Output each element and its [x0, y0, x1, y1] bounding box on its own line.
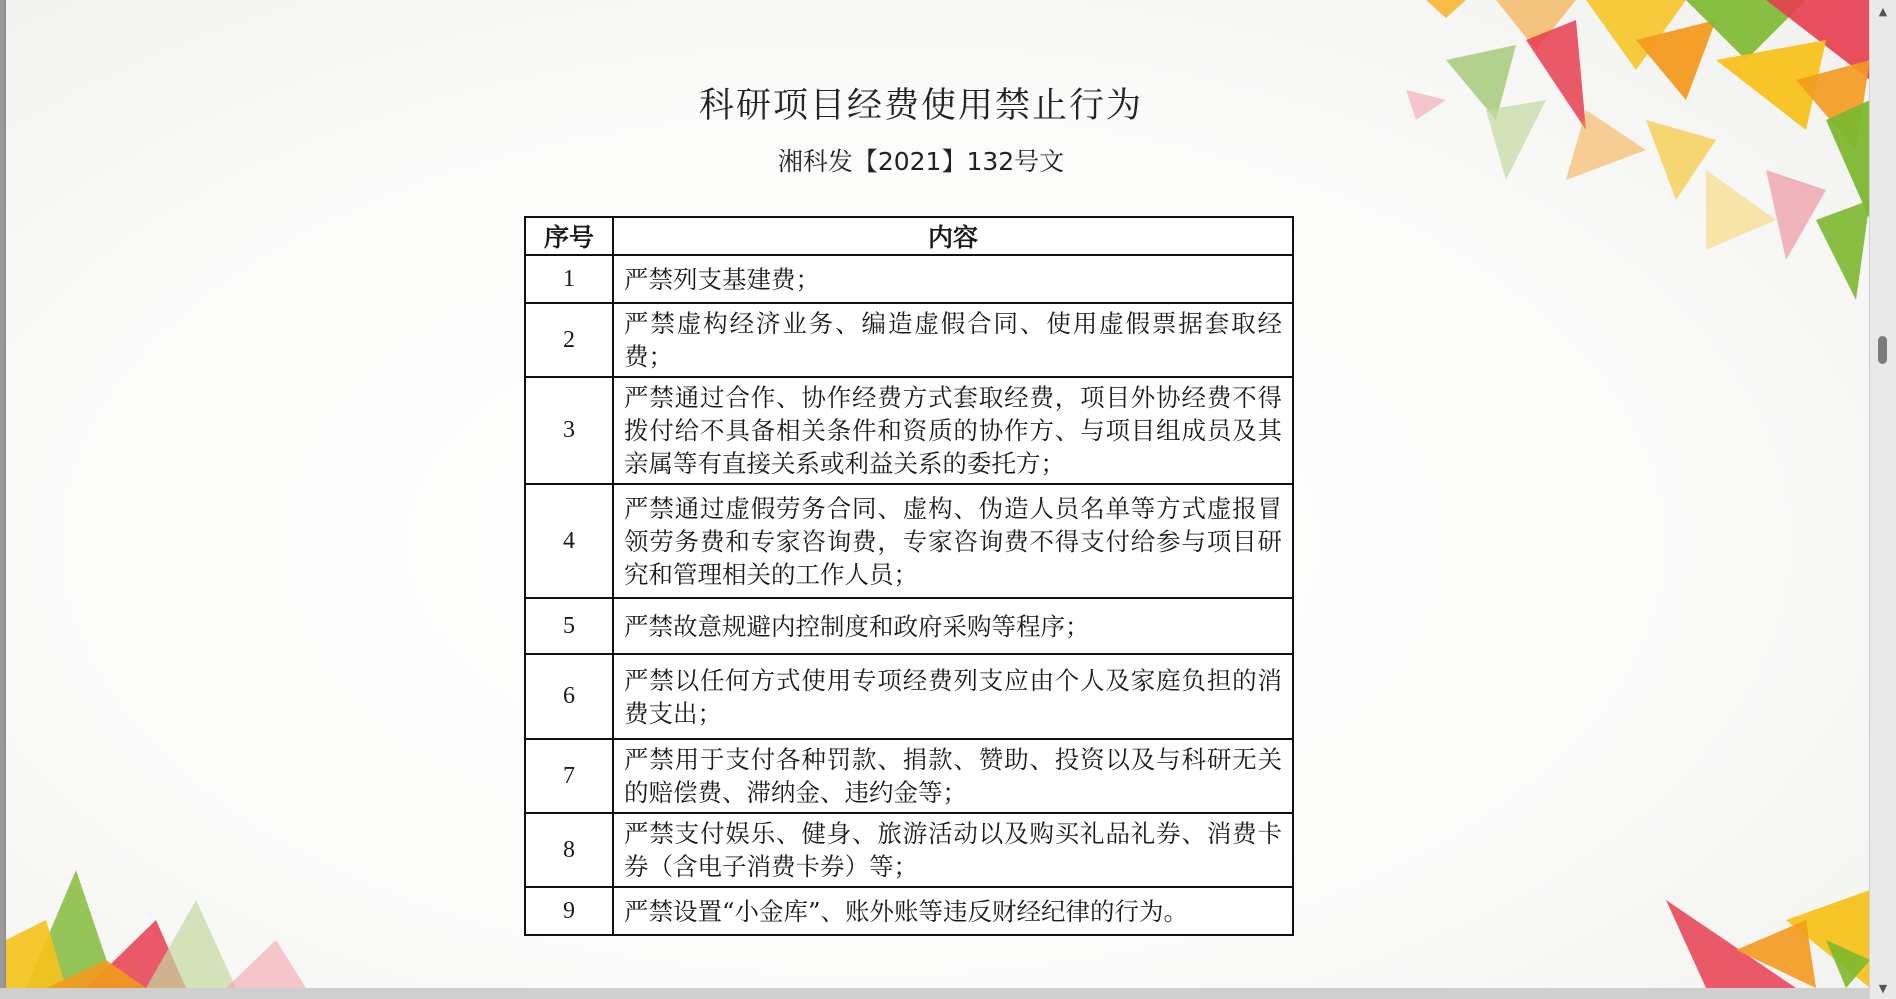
row-content: 严禁列支基建费； — [613, 255, 1293, 303]
column-header-number: 序号 — [525, 217, 613, 255]
row-content: 严禁用于支付各种罚款、捐款、赞助、投资以及与科研无关的赔偿费、滞纳金、违约金等； — [613, 739, 1293, 813]
row-number: 5 — [525, 598, 613, 654]
row-number: 8 — [525, 813, 613, 887]
row-content: 严禁支付娱乐、健身、旅游活动以及购买礼品礼券、消费卡券（含电子消费卡券）等； — [613, 813, 1293, 887]
decorative-triangles-bottom-right — [1646, 880, 1870, 988]
table-row — [525, 654, 1293, 739]
scrollbar-thumb[interactable] — [1878, 336, 1887, 364]
row-content: 严禁虚构经济业务、编造虚假合同、使用虚假票据套取经费； — [613, 303, 1293, 377]
row-number: 9 — [525, 887, 613, 935]
row-number: 6 — [525, 654, 613, 739]
row-number: 7 — [525, 739, 613, 813]
table-row — [525, 255, 1293, 303]
horizontal-scrollbar[interactable] — [0, 988, 1870, 999]
row-number: 4 — [525, 484, 613, 598]
table-row — [525, 887, 1293, 935]
decorative-triangles-top-right — [1386, 0, 1870, 360]
page-title: 科研项目经费使用禁止行为 — [698, 86, 1143, 126]
row-content: 严禁通过虚假劳务合同、虚构、伪造人员名单等方式虚报冒领劳务费和专家咨询费，专家咨询费不得支付给参与项目研究和管理相关的工作人员； — [613, 484, 1293, 598]
vertical-scrollbar[interactable] — [1869, 0, 1896, 999]
row-number: 3 — [525, 377, 613, 484]
slide-page — [6, 0, 1870, 988]
table-row — [525, 377, 1293, 484]
prohibitions-table — [524, 216, 1294, 936]
table-row — [525, 484, 1293, 598]
table-row — [525, 598, 1293, 654]
table-header-row — [525, 217, 1293, 255]
arrow-down-icon[interactable]: ▼ — [1878, 981, 1888, 995]
column-header-content: 内容 — [613, 217, 1293, 255]
row-content: 严禁故意规避内控制度和政府采购等程序； — [613, 598, 1293, 654]
table-row — [525, 739, 1293, 813]
row-content: 严禁通过合作、协作经费方式套取经费，项目外协经费不得拨付给不具备相关条件和资质的协作方、与项目组成员及其亲属等有直接关系或利益关系的委托方； — [613, 377, 1293, 484]
row-number: 1 — [525, 255, 613, 303]
row-content: 严禁以任何方式使用专项经费列支应由个人及家庭负担的消费支出； — [613, 654, 1293, 739]
arrow-up-icon[interactable]: ▲ — [1878, 4, 1888, 18]
table-row — [525, 813, 1293, 887]
row-number: 2 — [525, 303, 613, 377]
decorative-triangles-bottom-left — [6, 860, 316, 988]
page-subtitle: 湘科发【2021】132号文 — [777, 147, 1065, 176]
row-content: 严禁设置“小金库”、账外账等违反财经纪律的行为。 — [613, 887, 1293, 935]
table-row — [525, 303, 1293, 377]
